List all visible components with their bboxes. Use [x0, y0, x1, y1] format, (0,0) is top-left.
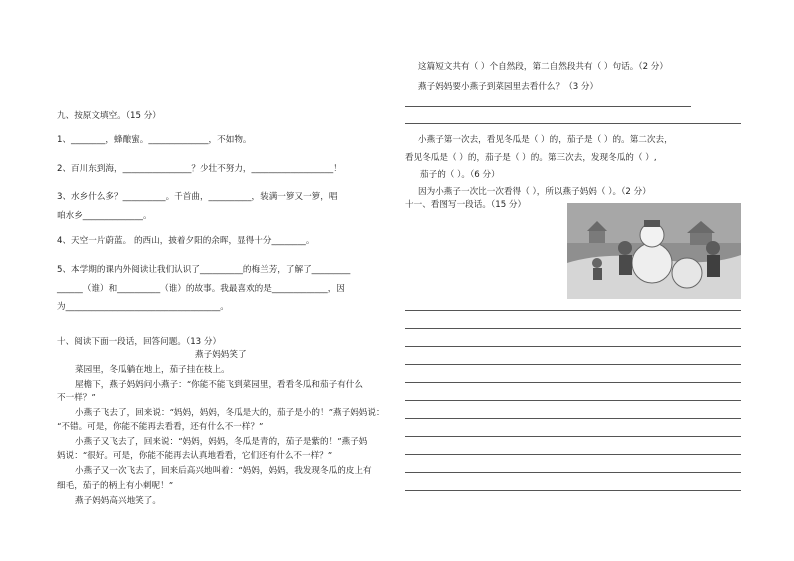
writing-line: [405, 418, 741, 419]
question-10-fill-line3: 茄子的（ ）。（6 分）: [420, 170, 500, 180]
writing-line: [405, 310, 741, 311]
question-9-4: 4、天空一片蔚蓝。 的西山，披着夕阳的余晖，显得十分________。: [57, 236, 315, 246]
answer-line: [405, 123, 741, 124]
question-9-5-line1: 5、本学期的课内外阅读让我们认识了__________的梅兰芳，了解了_________: [57, 265, 351, 275]
section-9-title: 九、按原文填空。（15 分）: [57, 111, 161, 121]
story-line: 小燕子飞去了，回来说：“妈妈，妈妈，冬瓜是大的，茄子是小的！”燕子妈妈说：: [75, 408, 385, 418]
question-10-paragraph-count: 这篇短文共有（ ）个自然段，第二自然段共有（ ）句话。（2 分）: [418, 62, 668, 72]
story-line: 菜园里，冬瓜躺在地上，茄子挂在枝上。: [75, 365, 230, 375]
question-9-3-line1: 3、水乡什么多？__________。千首曲，__________，装满一箩又一箩，唱: [57, 192, 338, 202]
writing-line: [405, 364, 741, 365]
story-line: 小燕子又一次飞去了，回来后高兴地叫着：“妈妈，妈妈，我发现冬瓜的皮上有: [75, 466, 372, 476]
story-line: 燕子妈妈高兴地笑了。: [75, 496, 161, 506]
writing-line: [405, 454, 741, 455]
snowman-picture: [567, 203, 741, 299]
question-9-1: 1、________，蜂酿蜜。______________，不如物。: [57, 135, 252, 145]
question-9-5-line3: 为____________________________________。: [57, 302, 229, 312]
question-10-what-to-look: 燕子妈妈要小燕子到菜园里去看什么？（3 分）: [418, 82, 599, 92]
writing-line: [405, 400, 741, 401]
answer-line: [405, 106, 691, 107]
story-line: 屋檐下，燕子妈妈问小燕子：“你能不能飞到菜园里，看看冬瓜和茄子有什么: [75, 380, 363, 390]
story-line: 妈说：“很好。可是，你能不能再去认真地看看，它们还有什么不一样？”: [57, 451, 333, 461]
section-10-title: 十、阅读下面一段话，回答问题。（13 分）: [57, 337, 222, 347]
question-9-5-line2: ______（谁）和__________（谁）的故事。我最喜欢的是_____________，因: [57, 284, 345, 294]
question-10-fill-line1: 小燕子第一次去，看见冬瓜是（ ）的，茄子是（ ）的。第二次去，: [418, 135, 673, 145]
story-title: 燕子妈妈笑了: [195, 350, 247, 360]
question-10-fill-line2: 看见冬瓜是（ ）的，茄子是（ ）的。第三次去，发现冬瓜的（ ）,: [405, 153, 657, 163]
question-10-because: 因为小燕子一次比一次看得（ ），所以燕子妈妈（ ）。（2 分）: [418, 187, 651, 197]
section-11-title: 十一、看图写一段话。（15 分）: [405, 200, 527, 210]
writing-line: [405, 472, 741, 473]
writing-line: [405, 382, 741, 383]
story-line: “不错。可是，你能不能再去看看，还有什么不一样？”: [57, 422, 264, 432]
story-line: 小燕子又飞去了，回来说：“妈妈，妈妈，冬瓜是青的，茄子是紫的！”燕子妈: [75, 437, 368, 447]
writing-line: [405, 436, 741, 437]
question-9-2: 2、百川东到海，________________？少壮不努力，___________________！: [57, 164, 342, 174]
writing-line: [405, 346, 741, 347]
story-line: 细毛，茄子的柄上有小刺呢！”: [57, 481, 174, 491]
story-line: 不一样？”: [57, 393, 96, 403]
writing-line: [405, 328, 741, 329]
question-9-3-line2: 咱水乡______________。: [57, 211, 152, 221]
writing-line: [405, 490, 741, 491]
